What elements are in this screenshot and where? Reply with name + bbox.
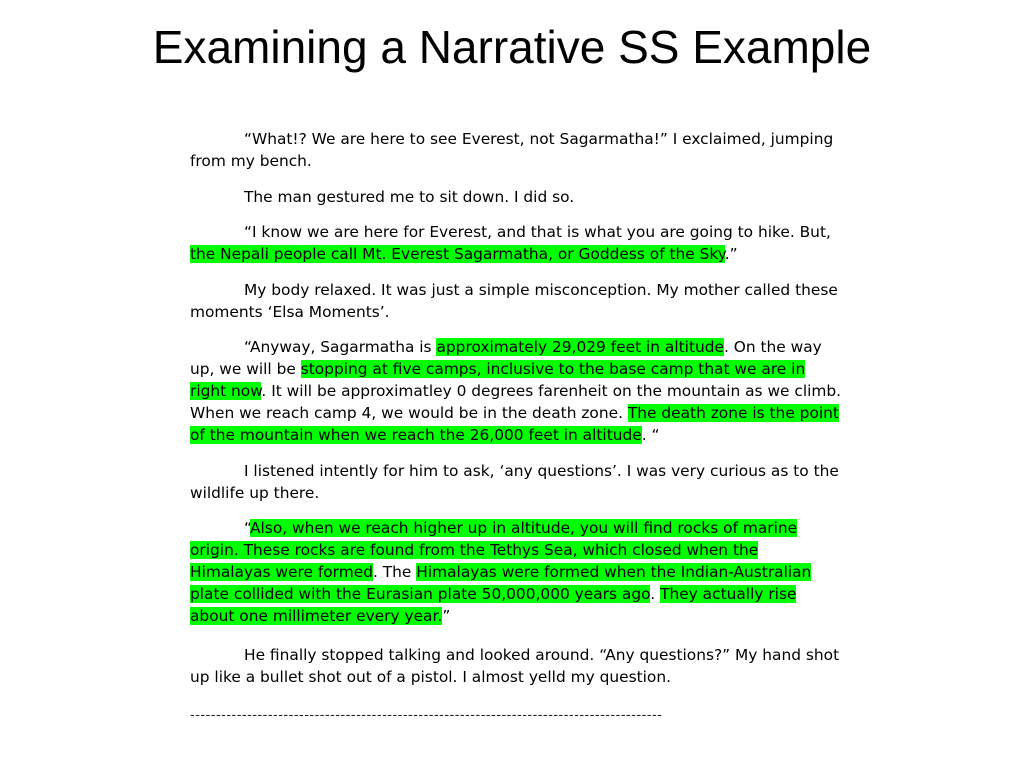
paragraph-5 bbox=[190, 336, 842, 446]
text-run: He finally stopped talking and looked around. “Any questions?” My hand shot up like a bullet shot out of a pistol. I almost yelld my question. bbox=[190, 646, 840, 686]
highlighted-text: the Nepali people call Mt. Everest Sagarmatha, or Goddess of the Sky bbox=[190, 245, 725, 263]
text-run: . It will be approximatley 0 degrees farenheit on the mountain as we climb. When we reach camp 4, we would be in the death zone. bbox=[190, 382, 842, 422]
paragraph-4 bbox=[190, 279, 842, 323]
paragraph-7 bbox=[190, 517, 842, 627]
highlighted-text: Himalayas were formed when the Indian-Australian plate collided with the Eurasian plate 50,000,000 years ago bbox=[190, 563, 812, 603]
text-run: The man gestured me to sit down. I did so. bbox=[244, 187, 575, 206]
text-run: . On the way up, we will be bbox=[190, 338, 822, 378]
text-run: . “ bbox=[641, 426, 660, 444]
paragraph-3 bbox=[190, 221, 842, 265]
highlighted-text: stopping at five camps, inclusive to the base camp that we are in right now bbox=[190, 360, 806, 400]
narrative-document bbox=[190, 128, 842, 726]
text-run: “What!? We are here to see Everest, not Sagarmatha!” I exclaimed, jumping from my bench. bbox=[190, 130, 834, 170]
text-run: “I know we are here for Everest, and that is what you are going to hike. But, bbox=[244, 223, 831, 241]
text-run: . The bbox=[372, 563, 417, 581]
paragraph-8 bbox=[190, 644, 842, 688]
text-run: “Anyway, Sagarmatha is bbox=[244, 338, 437, 356]
highlighted-text: They actually rise about one millimeter every year. bbox=[190, 585, 797, 625]
text-run: My body relaxed. It was just a simple misconception. My mother called these moments ‘Elsa Moments’. bbox=[190, 280, 838, 321]
text-run: .” bbox=[724, 245, 738, 263]
text-run: I listened intently for him to ask, ‘any questions’. I was very curious as to the wildlife up there. bbox=[190, 461, 839, 502]
slide-title: Examining a Narrative SS Example bbox=[152, 21, 872, 73]
paragraph-2 bbox=[190, 186, 842, 208]
text-run: . bbox=[650, 585, 661, 603]
text-run: “ bbox=[244, 519, 250, 537]
paragraph-6 bbox=[190, 460, 842, 504]
highlighted-text: The death zone is the point of the mountain when we reach the 26,000 feet in altitude bbox=[190, 404, 839, 444]
highlighted-text: Also, when we reach higher up in altitude, you will find rocks of marine origin. These rocks are found from the Tethys Sea, which closed when the Himalayas were formed bbox=[190, 519, 798, 581]
separator-line: ------------------------------------------------------------------------------------------- bbox=[190, 708, 663, 723]
text-run: ” bbox=[442, 607, 451, 625]
paragraph-1 bbox=[190, 128, 842, 172]
highlighted-text: approximately 29,029 feet in altitude bbox=[436, 338, 724, 356]
